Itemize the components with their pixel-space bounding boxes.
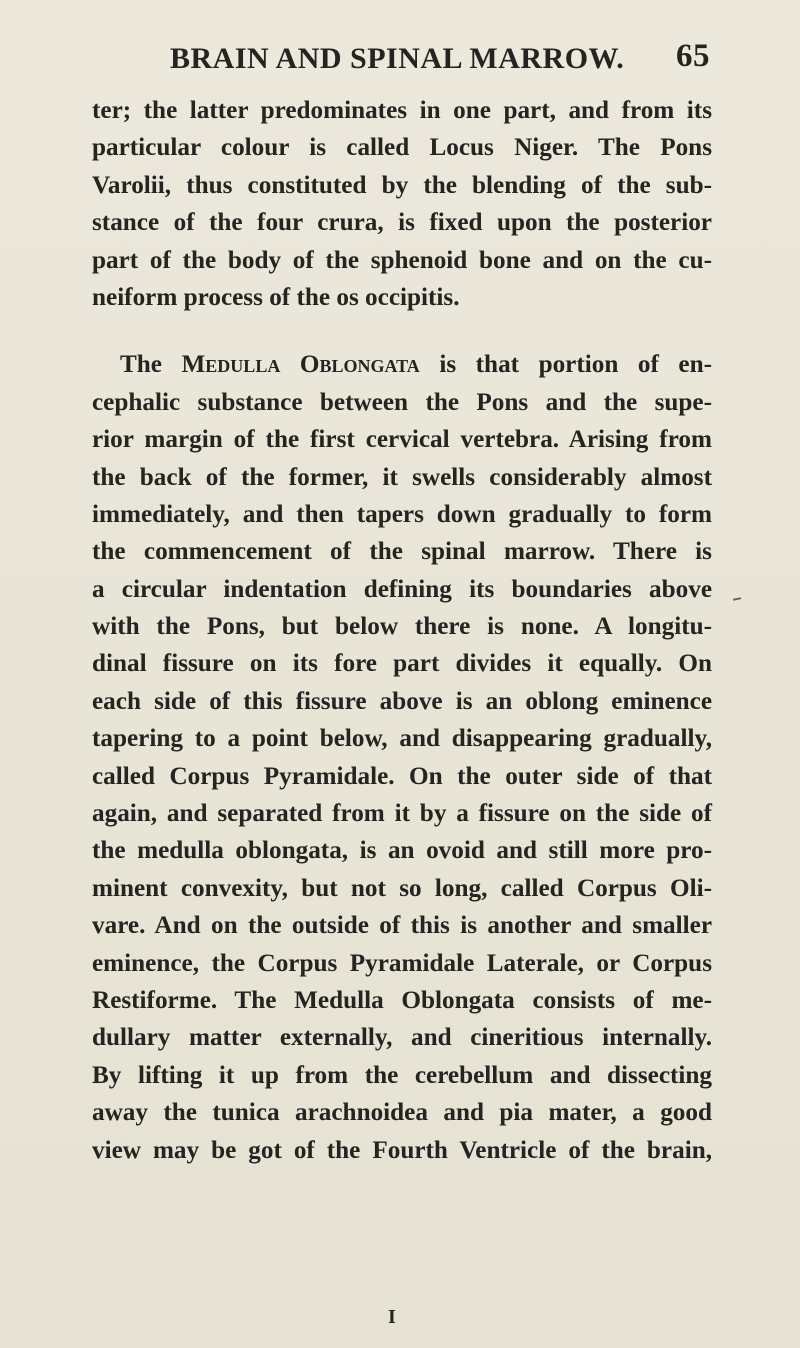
- lead-text: The: [120, 351, 182, 379]
- text-line: a circular indentation defining its boundaries above: [92, 575, 712, 603]
- first-line-rest: is that portion of en-: [419, 351, 712, 379]
- text-line: the medulla oblongata, is an ovoid and still more pro-: [92, 837, 712, 865]
- signature-mark: I: [388, 1306, 396, 1328]
- text-line: rior margin of the first cervical vertebra. Arising from: [92, 426, 712, 454]
- text-line: immediately, and then tapers down gradually to form: [92, 500, 712, 528]
- text-line: ter; the latter predominates in one part, and from its: [92, 97, 712, 124]
- text-line: Restiforme. The Medulla Oblongata consists of me-: [92, 986, 712, 1014]
- text-line: dinal fissure on its fore part divides it equally. On: [92, 650, 712, 678]
- text-line: cephalic substance between the Pons and the supe-: [92, 388, 712, 416]
- text-line: away the tunica arachnoidea and pia mater, a good: [92, 1099, 712, 1127]
- text-line: dullary matter externally, and cineritious internally.: [92, 1024, 712, 1052]
- text-line: again, and separated from it by a fissure on the side of: [92, 800, 712, 828]
- paragraph-first-line: [92, 346, 712, 383]
- text-line: By lifting it up from the cerebellum and dissecting: [92, 1061, 712, 1089]
- body-text: [92, 92, 712, 1169]
- text-line: tapering to a point below, and disappearing gradually,: [92, 725, 712, 753]
- text-line: called Corpus Pyramidale. On the outer side of that: [92, 762, 712, 790]
- text-line: the back of the former, it swells considerably almost: [92, 463, 712, 491]
- text-line: each side of this fissure above is an oblong eminence: [92, 687, 712, 715]
- running-title: BRAIN AND SPINAL MARROW.: [170, 42, 625, 75]
- text-line: view may be got of the Fourth Ventricle of the brain,: [92, 1136, 712, 1164]
- medulla-oblongata-term: Medulla Oblongata: [181, 351, 420, 379]
- text-line: with the Pons, but below there is none. A longitu-: [92, 613, 712, 641]
- margin-mark: [733, 597, 741, 601]
- text-line: minent convexity, but not so long, called Corpus Oli-: [92, 874, 712, 902]
- text-line: neiform process of the os occipitis.: [92, 283, 460, 311]
- page-number: 65: [676, 38, 710, 74]
- text-line: Varolii, thus constituted by the blending of the sub-: [92, 171, 712, 199]
- text-line: part of the body of the sphenoid bone and on the cu-: [92, 246, 712, 274]
- text-line: vare. And on the outside of this is another and smaller: [92, 912, 712, 940]
- text-line: eminence, the Corpus Pyramidale Laterale, or Corpus: [92, 949, 712, 977]
- text-line: particular colour is called Locus Niger. The Pons: [92, 134, 712, 162]
- text-line: the commencement of the spinal marrow. There is: [92, 538, 712, 566]
- running-head: [170, 36, 710, 80]
- paragraph-gap: [92, 316, 712, 346]
- text-line: stance of the four crura, is fixed upon the posterior: [92, 209, 712, 237]
